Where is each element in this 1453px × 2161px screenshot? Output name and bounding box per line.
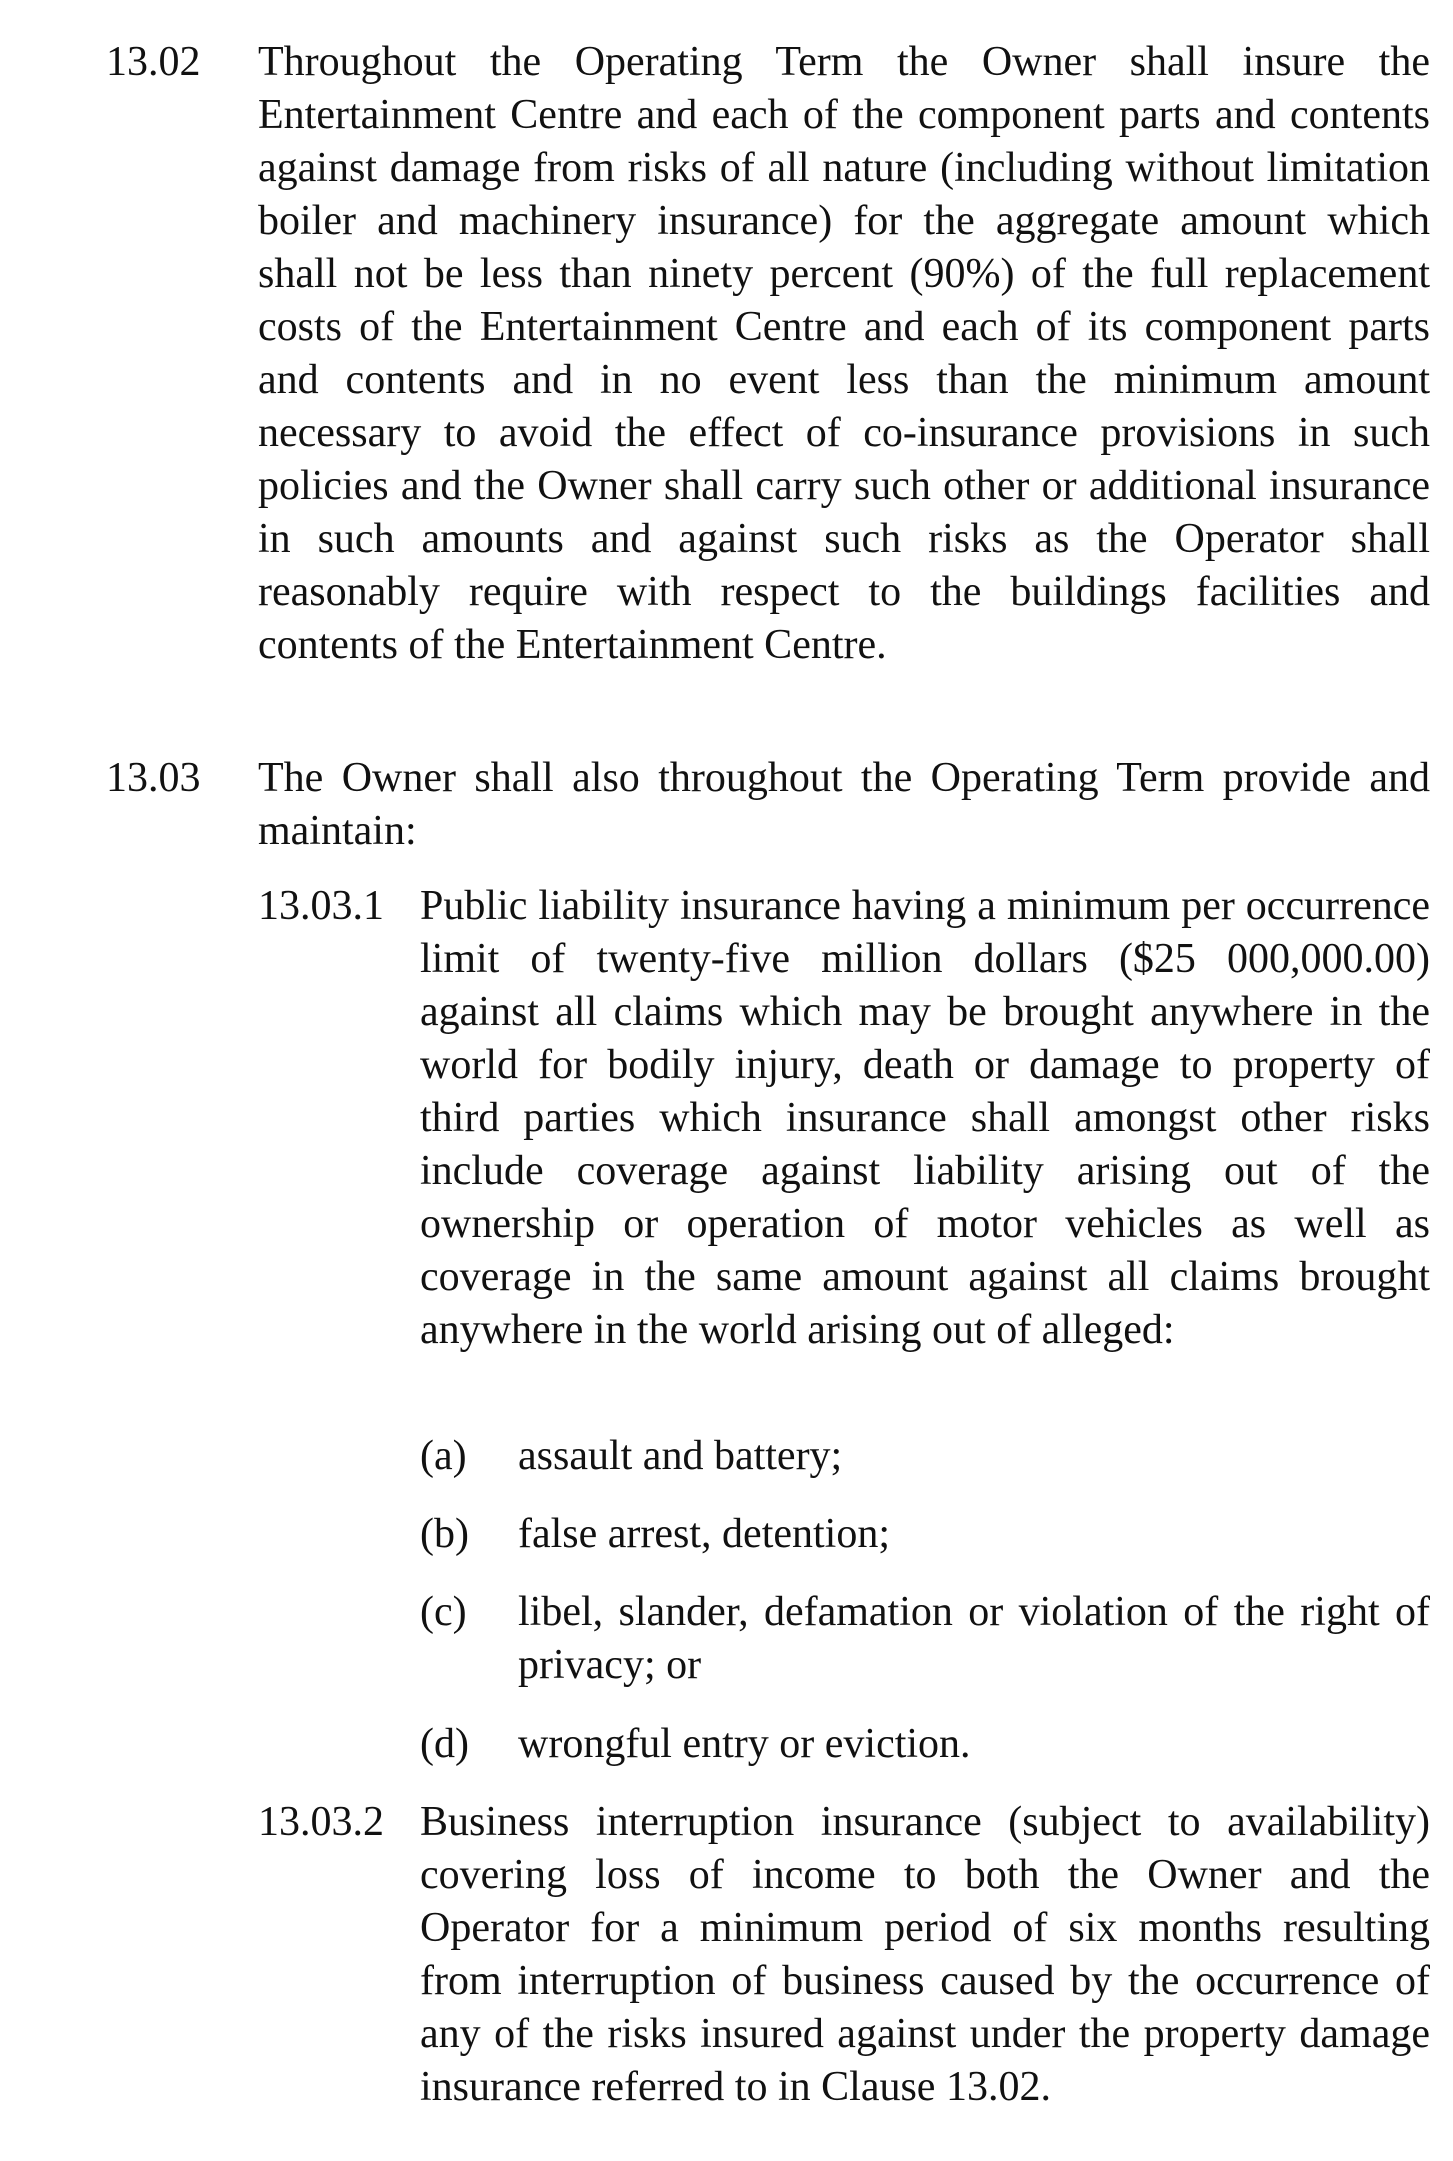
clause-number-13-02: 13.02 (106, 39, 201, 85)
clause-number-13-03: 13.03 (106, 755, 201, 801)
list-item-label-c: (c) (420, 1589, 467, 1635)
subclause-text-13-03-2: Business interruption insurance (subject to availability) covering loss of income to both the Owner and the Operator for a minimum period of six months resulting from interruption of business caused by the occurrence of any of the risks insured against under the property damage insurance referred to in Clause 13.02. (420, 1799, 1430, 2110)
list-item-text-d: wrongful entry or eviction. (518, 1721, 971, 1767)
clause-text-13-02: Throughout the Operating Term the Owner shall insure the Entertainment Centre and each of the component parts and contents against damage from risks of all nature (including without limitation boiler and machinery insurance) for the aggregate amount which shall not be less than ninety percent (90%) of the full replacement costs of the Entertainment Centre and each of its component parts and contents and in no event less than the minimum amount necessary to avoid the effect of co-insurance provisions in such policies and the Owner shall carry such other or additional insurance in such amounts and against such risks as the Operator shall reasonably require with respect to the buildings facilities and contents of the Entertainment Centre. (258, 39, 1430, 668)
clause-text-13-03: The Owner shall also throughout the Operating Term provide and maintain: (258, 755, 1430, 854)
subclause-text-13-03-1: Public liability insurance having a minimum per occurrence limit of twenty-five million dollars ($25 000,000.00) against all claims which may be brought anywhere in the world for bodily injury, death or damage to property of third parties which insurance shall amongst other risks include coverage against liability arising out of the ownership or operation of motor vehicles as well as coverage in the same amount against all claims brought anywhere in the world arising out of alleged: (420, 883, 1430, 1353)
list-item-text-a: assault and battery; (518, 1433, 843, 1479)
subclause-number-13-03-1: 13.03.1 (258, 883, 384, 929)
list-item-text-c: libel, slander, defamation or violation of the right of privacy; or (518, 1589, 1430, 1688)
list-item-label-d: (d) (420, 1721, 469, 1767)
list-item-text-b: false arrest, detention; (518, 1511, 891, 1557)
subclause-number-13-03-2: 13.03.2 (258, 1799, 384, 1845)
list-item-label-b: (b) (420, 1511, 469, 1557)
list-item-label-a: (a) (420, 1433, 467, 1479)
